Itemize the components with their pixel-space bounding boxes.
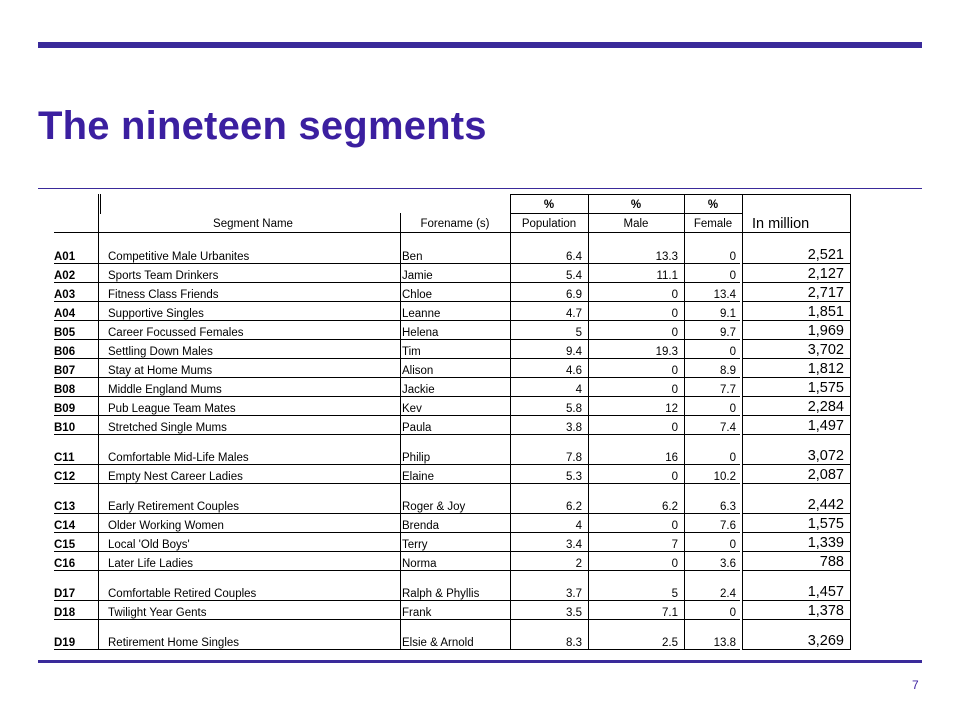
forename: Terry [402, 539, 428, 551]
table-row [54, 552, 850, 571]
male-pct: 0 [671, 558, 678, 570]
segment-name: Sports Team Drinkers [108, 270, 219, 282]
population-pct: 5 [575, 327, 582, 339]
forename: Kev [402, 403, 422, 415]
male-pct: 0 [671, 289, 678, 301]
male-pct: 7 [671, 539, 678, 551]
in-million-header: In million [752, 216, 810, 232]
population-pct: 7.8 [566, 452, 582, 464]
female-pct: 6.3 [720, 501, 736, 513]
bottom-rule [38, 660, 922, 663]
female-pct: 3.6 [720, 558, 736, 570]
population-million: 2,442 [807, 497, 844, 513]
forename: Alison [402, 365, 434, 377]
forename: Helena [402, 327, 439, 339]
forename: Norma [402, 558, 437, 570]
segment-name: Empty Nest Career Ladies [108, 471, 243, 483]
forename: Brenda [402, 520, 440, 532]
forename: Chloe [402, 289, 433, 301]
segment-name: Stay at Home Mums [108, 365, 213, 377]
population-million: 3,269 [807, 633, 844, 649]
segment-name: Comfortable Mid-Life Males [108, 452, 249, 464]
male-pct: 7.1 [662, 607, 678, 619]
table-row [54, 397, 850, 416]
female-pct: 9.7 [720, 327, 736, 339]
table-row [54, 378, 850, 397]
female-pct: 0 [729, 251, 736, 263]
title-divider [38, 188, 922, 189]
population-million: 1,339 [807, 535, 844, 551]
female-pct-label: % [707, 199, 719, 211]
segment-name: Twilight Year Gents [108, 607, 207, 619]
forename: Jackie [402, 384, 435, 396]
segment-code: D18 [54, 607, 76, 619]
male-pct: 0 [671, 327, 678, 339]
population-pct: 8.3 [566, 637, 582, 649]
segment-code: C11 [54, 452, 75, 464]
population-million: 1,575 [807, 380, 844, 396]
male-header: Male [623, 218, 649, 230]
female-pct: 0 [729, 270, 736, 282]
population-pct: 4 [575, 384, 582, 396]
population-header: Population [521, 218, 577, 230]
male-pct: 0 [671, 365, 678, 377]
male-pct: 0 [671, 384, 678, 396]
table-row [54, 321, 850, 340]
segment-code: B10 [54, 422, 76, 434]
female-pct: 0 [729, 346, 736, 358]
segment-name: Supportive Singles [108, 308, 204, 320]
segment-name: Later Life Ladies [108, 558, 194, 570]
segment-name: Older Working Women [108, 520, 224, 532]
forename: Ben [402, 251, 423, 263]
forename: Elaine [402, 471, 434, 483]
table-row [54, 514, 850, 533]
male-pct: 12 [665, 403, 678, 415]
segment-code: A01 [54, 251, 76, 263]
table-row [54, 582, 850, 601]
segment-name: Local 'Old Boys' [108, 539, 190, 551]
segment-code: C12 [54, 471, 76, 483]
female-pct: 8.9 [720, 365, 736, 377]
segment-name: Early Retirement Couples [108, 501, 240, 513]
population-pct: 3.5 [566, 607, 582, 619]
forename-header: Forename (s) [420, 218, 490, 230]
segment-code: B05 [54, 327, 76, 339]
segment-name: Competitive Male Urbanites [108, 251, 250, 263]
forename: Elsie & Arnold [402, 637, 474, 649]
male-pct: 0 [671, 422, 678, 434]
segment-code: A04 [54, 308, 76, 320]
table-row [54, 465, 850, 484]
female-pct: 10.2 [713, 471, 736, 483]
population-million: 3,702 [807, 342, 844, 358]
population-million: 1,457 [807, 584, 844, 600]
segment-name-header: Segment Name [213, 218, 293, 230]
segment-name: Pub League Team Mates [108, 403, 236, 415]
male-pct: 11.1 [656, 270, 678, 282]
top-rule [38, 42, 922, 48]
segment-name: Comfortable Retired Couples [108, 588, 257, 600]
population-million: 788 [819, 554, 844, 570]
population-million: 2,087 [807, 467, 844, 483]
segment-code: C16 [54, 558, 76, 570]
population-pct: 4.6 [566, 365, 582, 377]
segment-code: C13 [54, 501, 76, 513]
population-pct: 3.8 [566, 422, 582, 434]
population-million: 1,497 [807, 418, 844, 434]
population-pct: 6.2 [566, 501, 582, 513]
female-pct: 7.4 [720, 422, 736, 434]
segment-name: Career Focussed Females [108, 327, 244, 339]
segment-name: Fitness Class Friends [108, 289, 219, 301]
population-pct: 6.4 [566, 251, 582, 263]
forename: Jamie [402, 270, 433, 282]
segment-code: A03 [54, 289, 76, 301]
male-pct: 0 [671, 308, 678, 320]
population-pct: 4.7 [566, 308, 582, 320]
population-million: 1,851 [807, 304, 844, 320]
table-row [54, 264, 850, 283]
population-million: 2,127 [807, 266, 844, 282]
segment-name: Stretched Single Mums [108, 422, 227, 434]
female-pct: 7.7 [720, 384, 736, 396]
segment-code: D19 [54, 637, 76, 649]
table-row [54, 283, 850, 302]
population-million: 3,072 [807, 448, 844, 464]
segment-code: B09 [54, 403, 76, 415]
population-pct: 4 [575, 520, 582, 532]
female-header: Female [693, 218, 733, 230]
segment-name: Settling Down Males [108, 346, 213, 358]
segment-name: Retirement Home Singles [108, 637, 240, 649]
table-row [54, 359, 850, 378]
female-pct: 7.6 [720, 520, 736, 532]
forename: Roger & Joy [402, 501, 466, 513]
female-pct: 2.4 [720, 588, 736, 600]
segment-code: D17 [54, 588, 76, 600]
table-row [54, 601, 850, 620]
population-pct: 3.4 [566, 539, 582, 551]
segment-code: C15 [54, 539, 76, 551]
segment-code: C14 [54, 520, 76, 532]
forename: Leanne [402, 308, 441, 320]
female-pct: 13.8 [713, 637, 736, 649]
forename: Frank [402, 607, 432, 619]
population-pct: 2 [575, 558, 582, 570]
male-pct-label: % [630, 199, 642, 211]
population-pct: 9.4 [566, 346, 582, 358]
population-pct: 3.7 [566, 588, 582, 600]
female-pct: 0 [729, 607, 736, 619]
segment-code: B06 [54, 346, 76, 358]
male-pct: 13.3 [655, 251, 678, 263]
male-pct: 5 [671, 588, 678, 600]
population-million: 1,812 [807, 361, 844, 377]
segment-code: A02 [54, 270, 76, 282]
segment-name: Middle England Mums [108, 384, 222, 396]
male-pct: 0 [671, 520, 678, 532]
forename: Tim [402, 346, 421, 358]
segment-code: B08 [54, 384, 76, 396]
population-million: 1,378 [807, 603, 844, 619]
slide-title: The nineteen segments [38, 104, 487, 148]
female-pct: 13.4 [713, 289, 736, 301]
segment-code: B07 [54, 365, 76, 377]
male-pct: 0 [671, 471, 678, 483]
table-row [54, 245, 850, 264]
table-row [54, 416, 850, 435]
population-million: 2,521 [807, 247, 844, 263]
population-million: 2,284 [807, 399, 844, 415]
population-pct: 5.4 [566, 270, 582, 282]
female-pct: 0 [729, 403, 736, 415]
forename: Paula [402, 422, 432, 434]
population-pct-label: % [543, 199, 555, 211]
page-number: 7 [912, 678, 919, 692]
female-pct: 0 [729, 539, 736, 551]
forename: Ralph & Phyllis [402, 588, 480, 600]
table-row [54, 533, 850, 552]
population-pct: 5.8 [566, 403, 582, 415]
population-pct: 5.3 [566, 471, 582, 483]
male-pct: 19.3 [655, 346, 678, 358]
population-million: 2,717 [807, 285, 844, 301]
population-million: 1,575 [807, 516, 844, 532]
female-pct: 9.1 [720, 308, 736, 320]
table-row [54, 495, 850, 514]
male-pct: 16 [665, 452, 678, 464]
table-row [54, 446, 850, 465]
table-row [54, 302, 850, 321]
table-row [54, 340, 850, 359]
forename: Philip [402, 452, 431, 464]
population-million: 1,969 [807, 323, 844, 339]
female-pct: 0 [729, 452, 736, 464]
population-pct: 6.9 [566, 289, 582, 301]
table-row [54, 631, 850, 650]
male-pct: 6.2 [662, 501, 678, 513]
male-pct: 2.5 [662, 637, 678, 649]
